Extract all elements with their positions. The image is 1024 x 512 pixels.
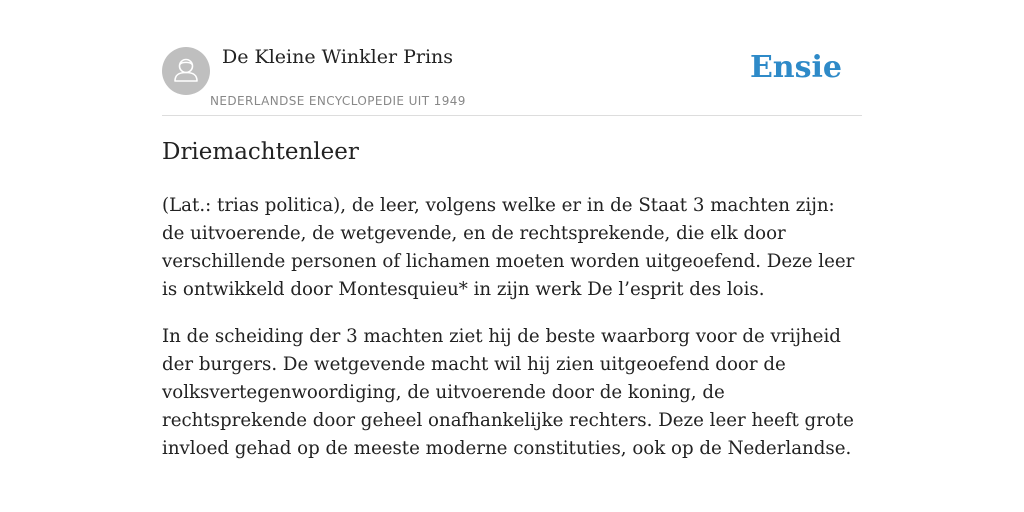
page-header — [162, 0, 862, 116]
avatar[interactable] — [162, 47, 210, 95]
article-paragraph: In de scheiding der 3 machten ziet hij de beste waarborg voor de vrijheid der burgers. De wetgevende macht wil hij zien uitgeoefend door de volksvertegenwoordiging, de uitvoerende door de koning, de rechtsprekende door geheel onafhankelijke rechters. Deze leer heeft grote invloed gehad op de meeste moderne constituties, ook op de Nederlandse. — [162, 326, 854, 459]
person-icon — [162, 47, 210, 95]
article-body — [162, 192, 862, 482]
ensie-logo-link[interactable]: Ensie — [749, 50, 842, 85]
source-subtitle: NEDERLANDSE ENCYCLOPEDIE UIT 1949 — [210, 94, 466, 108]
article-paragraph: (Lat.: trias politica), de leer, volgens welke er in de Staat 3 machten zijn: de uitvoerende, de wetgevende, en de rechtsprekende, die elk door verschillende personen of lichamen moeten worden uitgeoefend. Deze leer is ontwikkeld door Montesquieu* in zijn werk De l’esprit des lois. — [162, 195, 855, 300]
source-title[interactable]: De Kleine Winkler Prins — [222, 46, 454, 68]
article-title: Driemachtenleer — [162, 139, 359, 165]
